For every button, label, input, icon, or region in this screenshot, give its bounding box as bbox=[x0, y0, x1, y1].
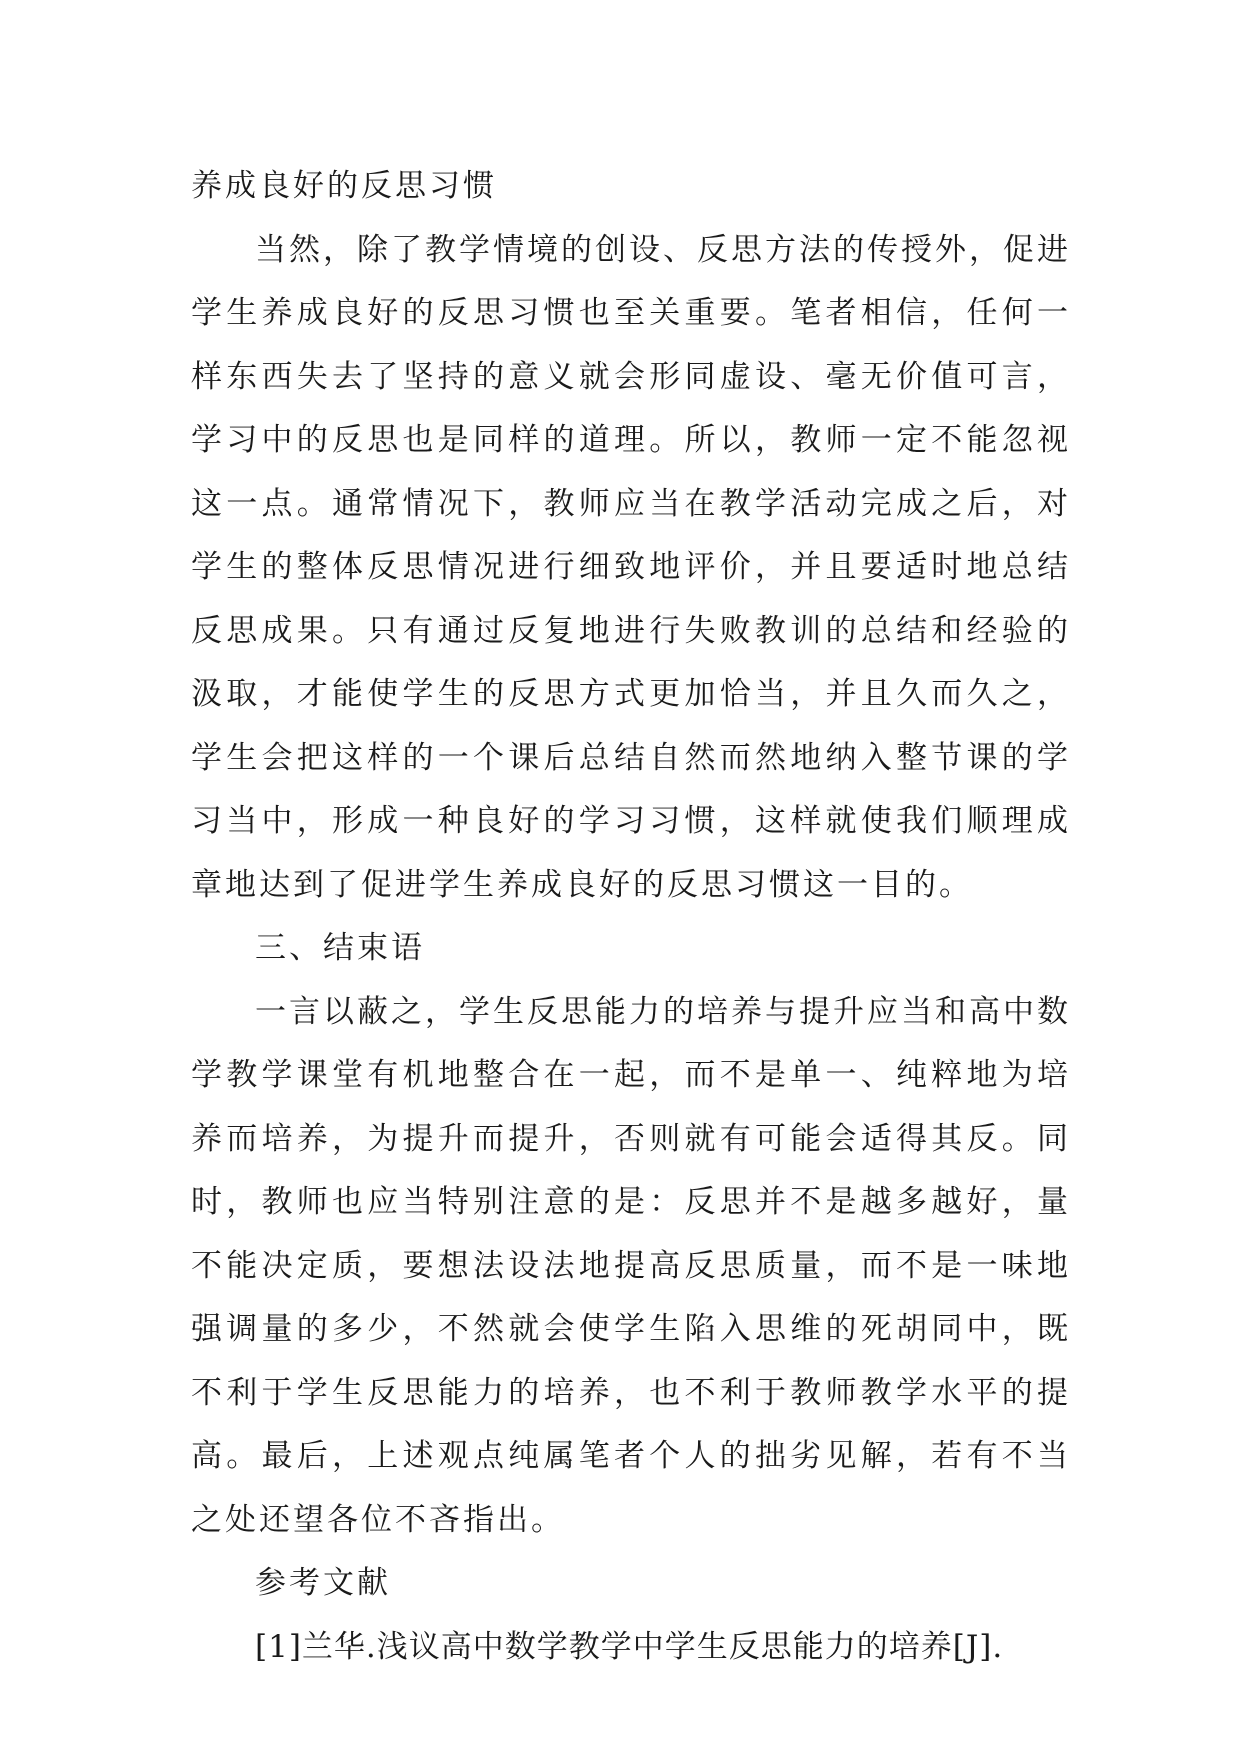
reference-item: [1]兰华.浅议高中数学教学中学生反思能力的培养[J]. bbox=[255, 1628, 1004, 1665]
section-heading: 三、结束语 bbox=[255, 930, 425, 966]
document-body bbox=[191, 155, 1071, 1679]
body-paragraph: 当然，除了教学情境的创设、反思方法的传授外，促进学生养成良好的反思习惯也至关重要。笔者相信，任何一样东西失去了坚持的意义就会形同虚设、毫无价值可言，学习中的反思也是同样的道理。所以，教师一定不能忽视这一点。通常情况下，教师应当在教学活动完成之后，对学生的整体反思情况进行细致地评价，并且要适时地总结反思成果。只有通过反复地进行失败教训的总结和经验的汲取，才能使学生的反思方式更加恰当，并且久而久之，学生会把这样的一个课后总结自然而然地纳入整节课的学习当中，形成一种良好的学习习惯，这样就使我们顺理成章地达到了促进学生养成良好的反思习惯这一目的。 bbox=[191, 231, 1071, 903]
subheading: 养成良好的反思习惯 bbox=[191, 168, 497, 204]
body-paragraph: 一言以蔽之，学生反思能力的培养与提升应当和高中数学教学课堂有机地整合在一起，而不是单一、纯粹地为培养而培养，为提升而提升，否则就有可能会适得其反。同时，教师也应当特别注意的是：反思并不是越多越好，量不能决定质，要想法设法地提高反思质量，而不是一味地强调量的多少，不然就会使学生陷入思维的死胡同中，既不利于学生反思能力的培养，也不利于教师教学水平的提高。最后，上述观点纯属笔者个人的拙劣见解，若有不当之处还望各位不吝指出。 bbox=[191, 993, 1071, 1538]
references-heading: 参考文献 bbox=[255, 1565, 391, 1601]
